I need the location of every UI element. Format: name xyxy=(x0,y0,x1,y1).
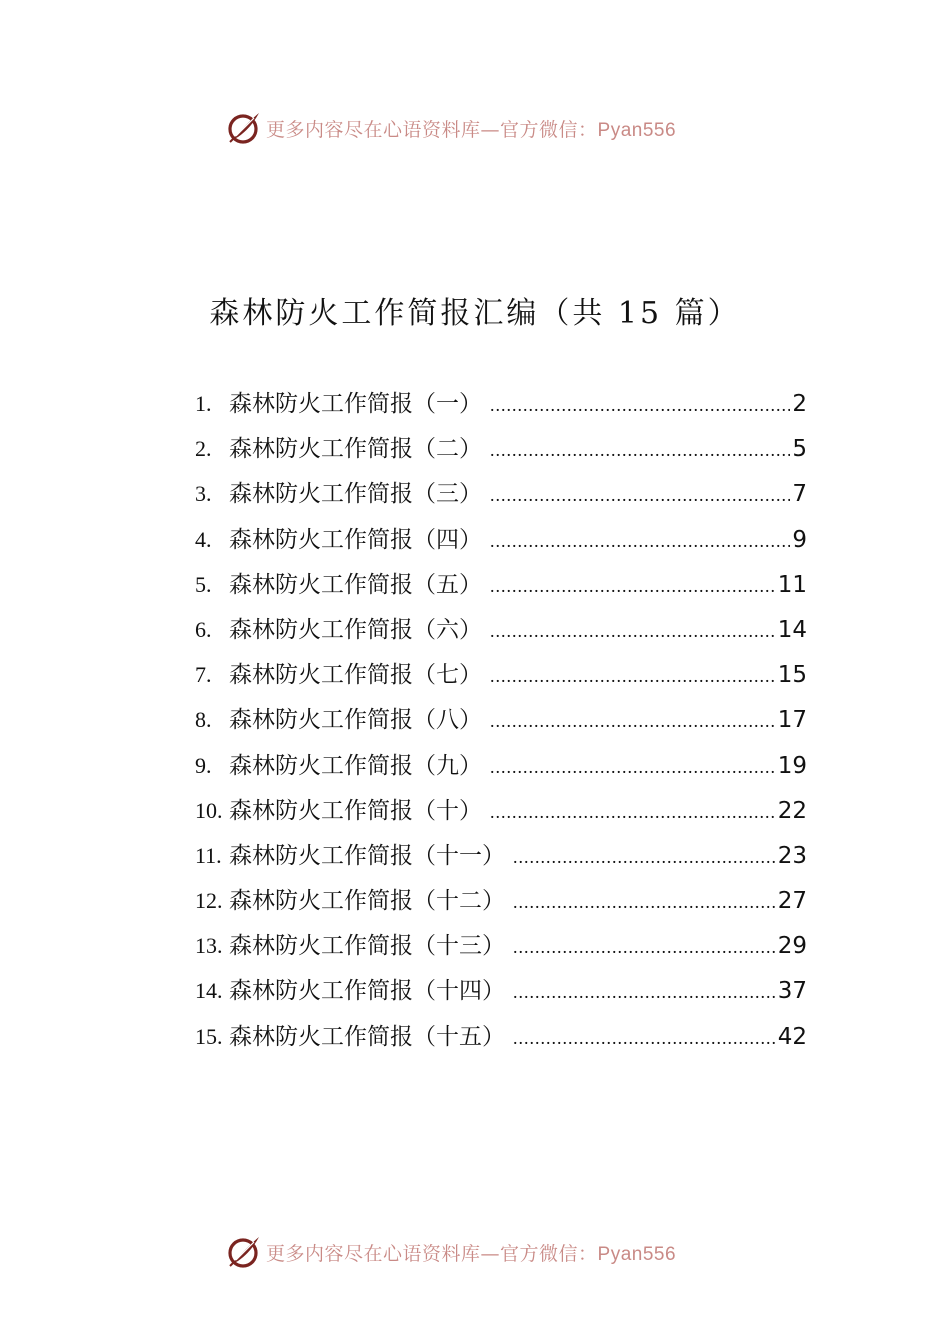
toc-entry-number: 2. xyxy=(195,436,212,462)
toc-leader-dots xyxy=(490,519,790,564)
toc-entry[interactable] xyxy=(195,743,807,788)
toc-leader-dots xyxy=(490,473,790,518)
header-banner xyxy=(226,110,746,146)
toc-entry-number: 9. xyxy=(195,752,212,778)
toc-entry-number: 15. xyxy=(195,1023,223,1049)
toc-leader-dots xyxy=(513,880,776,925)
toc-entry-title: 森林防火工作简报（八） xyxy=(229,707,482,734)
toc-entry-page: 22 xyxy=(777,797,807,824)
toc-entry-number: 11. xyxy=(195,842,222,868)
toc-leader-dots xyxy=(490,699,776,744)
toc-entry-page: 15 xyxy=(777,662,807,689)
toc-entry-page: 17 xyxy=(777,707,807,734)
toc-entry[interactable] xyxy=(195,517,807,562)
toc-entry-number: 5. xyxy=(195,571,212,597)
toc-entry-page: 2 xyxy=(792,391,807,417)
toc-leader-dots xyxy=(513,1016,776,1061)
toc-entry-number: 4. xyxy=(195,526,212,552)
toc-leader-dots xyxy=(490,609,776,654)
toc-entry[interactable] xyxy=(195,878,807,923)
toc-entry[interactable] xyxy=(195,471,807,516)
footer-banner xyxy=(226,1234,746,1270)
toc-entry-title: 森林防火工作简报（四） xyxy=(229,526,482,553)
toc-entry[interactable] xyxy=(195,562,807,607)
toc-entry-title: 森林防火工作简报（七） xyxy=(229,662,482,689)
toc-entry-title: 森林防火工作简报（十二） xyxy=(229,888,505,915)
toc-entry-number: 7. xyxy=(195,662,212,688)
toc-entry-page: 7 xyxy=(792,481,807,508)
toc-entry-title: 森林防火工作简报（十三） xyxy=(229,933,505,960)
toc-entry-title: 森林防火工作简报（十四） xyxy=(229,978,505,1005)
toc-leader-dots xyxy=(490,383,790,428)
banner-slogan: 更多内容尽在心语资料库—官方微信： xyxy=(266,1242,598,1265)
toc-entry-title: 森林防火工作简报（十） xyxy=(229,797,482,824)
toc-leader-dots xyxy=(490,654,776,699)
toc-entry-page: 37 xyxy=(777,978,807,1005)
toc-leader-dots xyxy=(490,745,776,790)
toc-entry-page: 23 xyxy=(777,842,807,869)
toc-entry-number: 10. xyxy=(195,797,223,823)
toc-entry-number: 3. xyxy=(195,481,212,507)
toc-entry-title: 森林防火工作简报（十五） xyxy=(229,1023,505,1050)
toc-entry-title: 森林防火工作简报（三） xyxy=(229,481,482,508)
toc-entry[interactable] xyxy=(195,607,807,652)
toc-entry-title: 森林防火工作简报（九） xyxy=(229,752,482,779)
banner-slogan: 更多内容尽在心语资料库—官方微信： xyxy=(266,118,598,141)
toc-entry-page: 9 xyxy=(792,526,807,553)
toc-entry-page: 19 xyxy=(777,752,807,779)
document-title: 森林防火工作简报汇编（共 15 篇） xyxy=(209,296,741,331)
toc-entry-page: 5 xyxy=(792,436,807,463)
toc-entry[interactable] xyxy=(195,652,807,697)
toc-entry-page: 42 xyxy=(777,1023,807,1050)
banner-text xyxy=(266,1239,676,1266)
quill-pen-logo-icon xyxy=(226,1234,262,1270)
toc-leader-dots xyxy=(513,970,776,1015)
toc-entry[interactable] xyxy=(195,923,807,968)
toc-entry-number: 14. xyxy=(195,978,223,1004)
toc-entry-title: 森林防火工作简报（五） xyxy=(229,571,482,598)
toc-entry-number: 8. xyxy=(195,707,212,733)
toc-entry[interactable] xyxy=(195,697,807,742)
table-of-contents xyxy=(195,381,807,1059)
toc-entry[interactable] xyxy=(195,1014,807,1059)
toc-leader-dots xyxy=(490,564,776,609)
toc-entry-page: 14 xyxy=(777,616,807,643)
toc-entry[interactable] xyxy=(195,788,807,833)
toc-entry-number: 13. xyxy=(195,933,223,959)
toc-entry-title: 森林防火工作简报（二） xyxy=(229,436,482,463)
toc-leader-dots xyxy=(513,925,776,970)
toc-entry-number: 6. xyxy=(195,616,212,642)
toc-entry-number: 1. xyxy=(195,391,212,416)
toc-entry-title: 森林防火工作简报（六） xyxy=(229,616,482,643)
banner-text xyxy=(266,115,676,142)
toc-leader-dots xyxy=(490,790,776,835)
toc-entry-page: 27 xyxy=(777,888,807,915)
toc-entry[interactable] xyxy=(195,833,807,878)
wechat-id: Pyan556 xyxy=(597,1243,677,1265)
toc-entry-title: 森林防火工作简报（十一） xyxy=(229,842,505,869)
toc-leader-dots xyxy=(490,428,790,473)
toc-entry-title: 森林防火工作简报（一） xyxy=(229,391,482,417)
toc-entry-number: 12. xyxy=(195,888,223,914)
toc-entry-page: 11 xyxy=(777,571,807,598)
wechat-id: Pyan556 xyxy=(597,119,677,141)
toc-leader-dots xyxy=(513,835,776,880)
toc-entry[interactable] xyxy=(195,968,807,1013)
quill-pen-logo-icon xyxy=(226,110,262,146)
toc-entry-page: 29 xyxy=(777,933,807,960)
toc-entry[interactable] xyxy=(195,381,807,426)
toc-entry[interactable] xyxy=(195,426,807,471)
